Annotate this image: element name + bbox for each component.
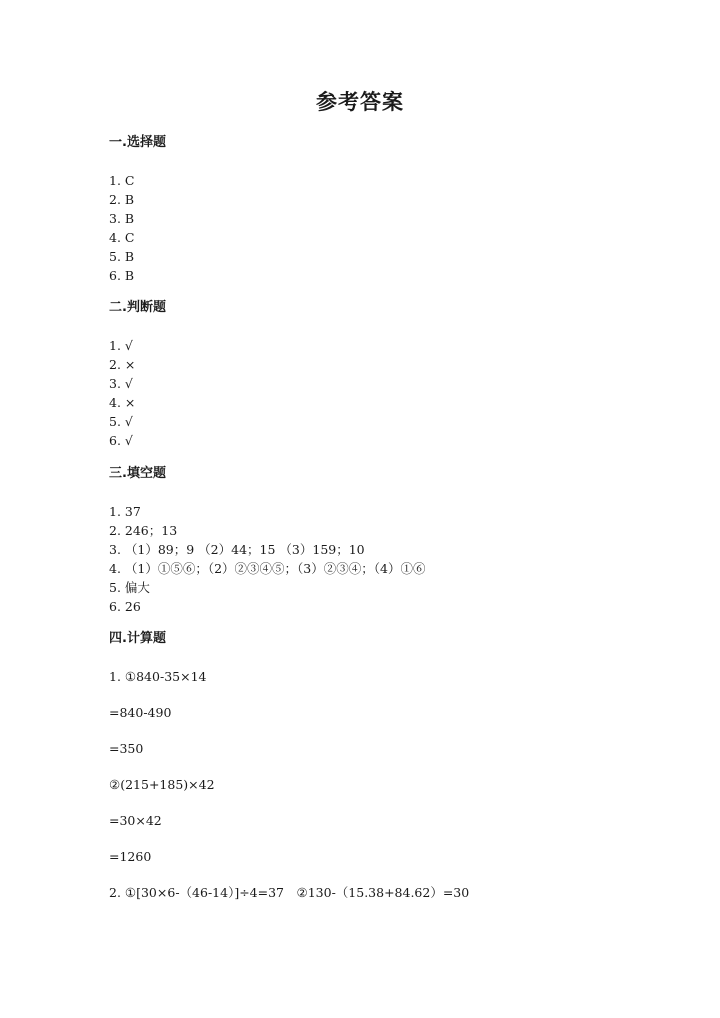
list-item: 1. √ <box>109 338 133 353</box>
calc-line: =840-490 <box>109 705 172 720</box>
answer-list <box>109 171 629 285</box>
answer-list <box>109 502 629 616</box>
list-item: 6. B <box>109 268 135 283</box>
section-choice <box>109 134 629 285</box>
calc-line: ②(215+185)×42 <box>109 777 215 792</box>
calc-line: =350 <box>109 741 144 756</box>
list-item: 5. √ <box>109 414 133 429</box>
list-item: 5. B <box>109 249 135 264</box>
calc-line: =30×42 <box>109 813 162 828</box>
page-title: 参考答案 <box>316 90 404 114</box>
list-item: 2. × <box>109 357 136 372</box>
list-item: 4. × <box>109 395 136 410</box>
list-item: 3. （1）89；9 （2）44；15 （3）159；10 <box>109 542 365 557</box>
list-item: 4. （1）①⑤⑥；（2）②③④⑤；（3）②③④；（4）①⑥ <box>109 561 426 576</box>
calc-line: =1260 <box>109 849 152 864</box>
section-heading: 二.判断题 <box>109 300 166 315</box>
list-item: 6. √ <box>109 433 133 448</box>
list-item: 2. B <box>109 192 135 207</box>
list-item: 2. 246；13 <box>109 523 178 538</box>
section-heading: 四.计算题 <box>109 631 166 646</box>
calc-line: 1. ①840-35×14 <box>109 669 207 684</box>
list-item: 3. √ <box>109 376 133 391</box>
section-fill-blank <box>109 465 629 616</box>
section-judgement <box>109 299 629 450</box>
section-heading: 三.填空题 <box>109 466 166 481</box>
list-item: 1. 37 <box>109 504 141 519</box>
list-item: 5. 偏大 <box>109 580 150 595</box>
section-calculation <box>109 630 629 919</box>
list-item: 3. B <box>109 211 135 226</box>
calc-line: 2. ①[30×6-（46-14）]÷4=37 ②130-（15.38+84.62）=30 <box>109 885 470 900</box>
list-item: 1. C <box>109 173 135 188</box>
list-item: 6. 26 <box>109 599 141 614</box>
list-item: 4. C <box>109 230 135 245</box>
answer-list <box>109 336 629 450</box>
section-heading: 一.选择题 <box>109 135 166 150</box>
